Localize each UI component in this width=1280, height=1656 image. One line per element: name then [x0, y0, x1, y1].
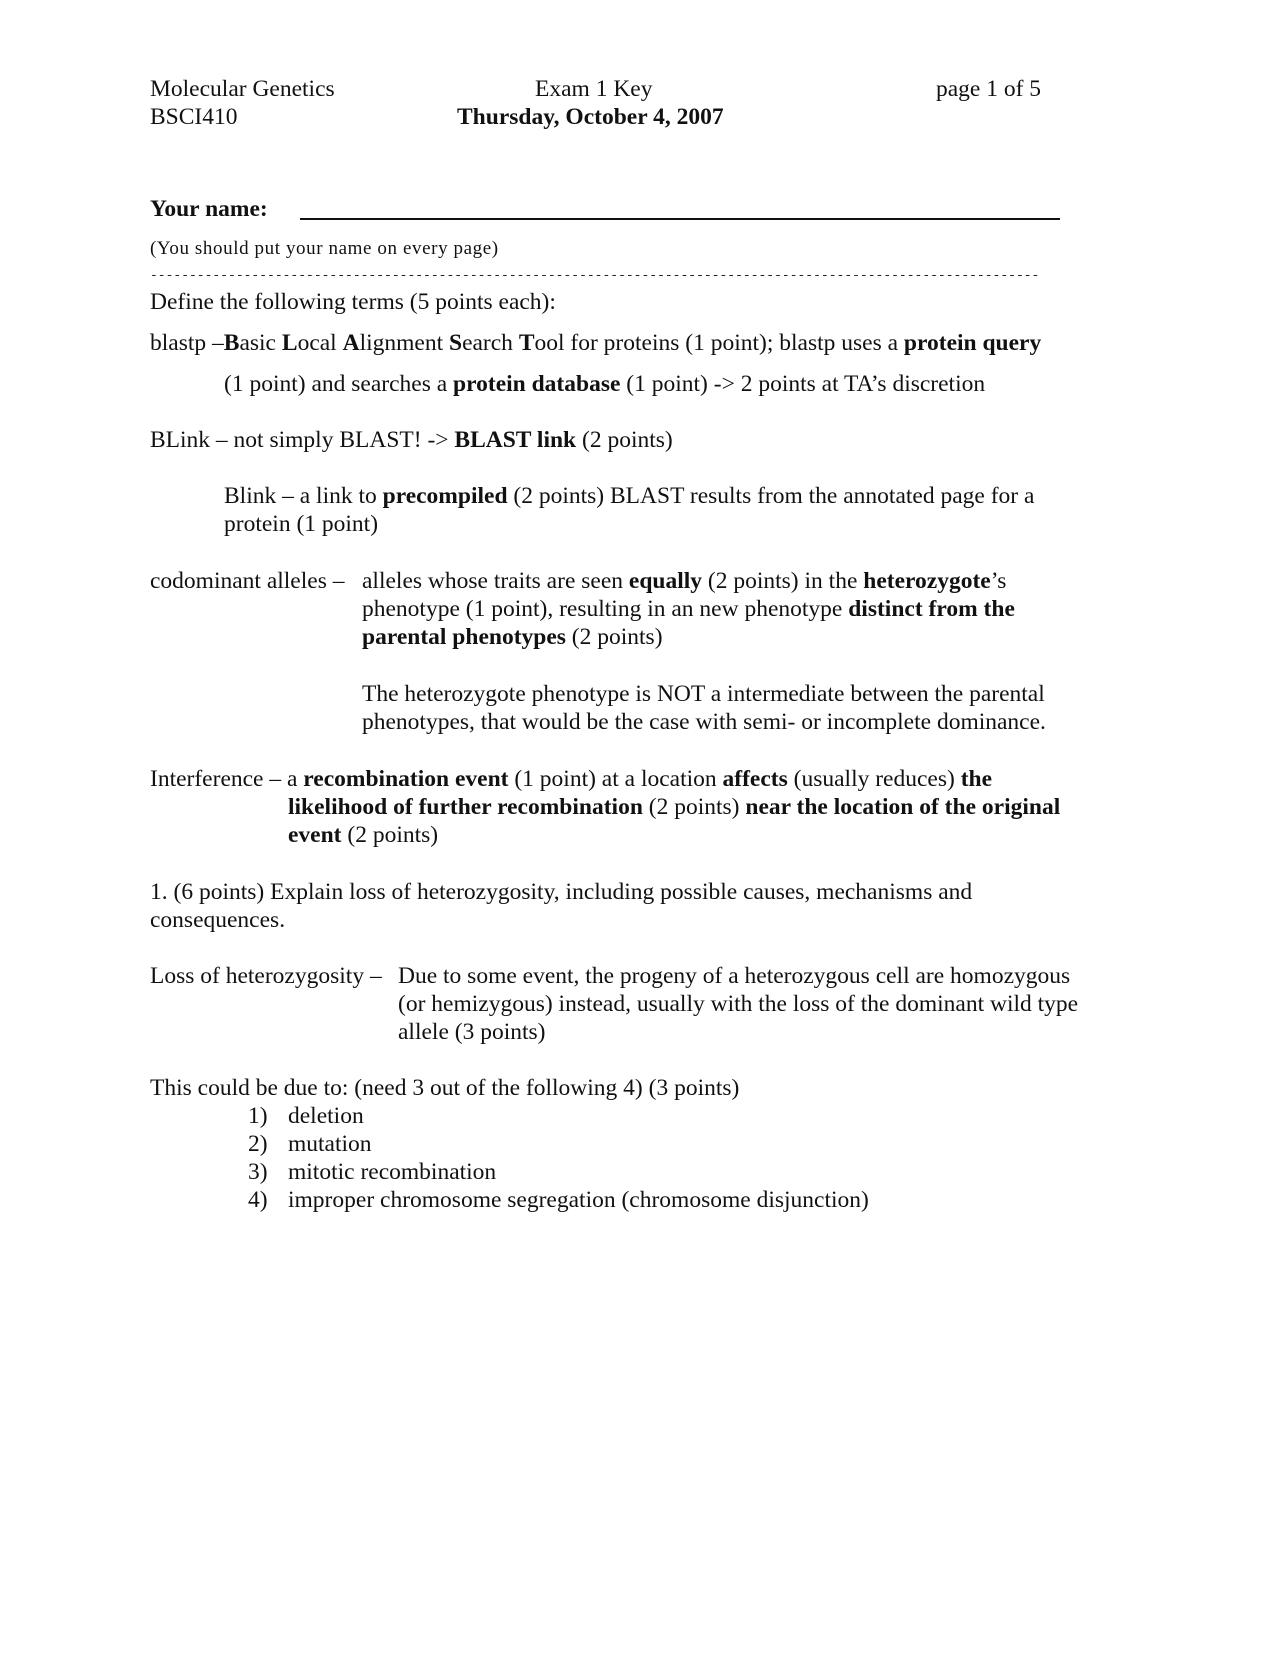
codominant-note-line2: phenotypes, that would be the case with semi- or incomplete dominance. [362, 709, 1046, 735]
name-blank-line [300, 218, 1060, 220]
causes-intro: This could be due to: (need 3 out of the following 4) (3 points) [150, 1075, 740, 1101]
list-item: 3) mitotic recombination [248, 1159, 497, 1185]
question-1-line1: 1. (6 points) Explain loss of heterozygosity, including possible causes, mechanisms and [150, 879, 973, 905]
loh-line3: allele (3 points) [398, 1019, 546, 1045]
loh-term: Loss of heterozygosity – [150, 963, 382, 989]
blink-definition: BLink – not simply BLAST! -> BLAST link (2 points) [150, 427, 673, 453]
question-1-line2: consequences. [150, 907, 286, 933]
codominant-note-line1: The heterozygote phenotype is NOT a intermediate between the parental [362, 681, 1045, 707]
course-name: Molecular Genetics [150, 76, 335, 102]
codominant-line3: parental phenotypes (2 points) [362, 624, 663, 650]
list-item: 1) deletion [248, 1103, 364, 1129]
page-number: page 1 of 5 [936, 76, 1042, 102]
interference-line1: Interference – a recombination event (1 point) at a location affects (usually reduces) the [150, 766, 993, 792]
blastp-definition-line1: blastp –Basic Local Alignment Search Tool for proteins (1 point); blastp uses a protein query [150, 330, 1042, 356]
codominant-line1: alleles whose traits are seen equally (2 points) in the heterozygote’s [362, 568, 1007, 594]
list-item: 4) improper chromosome segregation (chromosome disjunction) [248, 1187, 869, 1213]
interference-line3: event (2 points) [288, 822, 439, 848]
interference-line2: likelihood of further recombination (2 points) near the location of the original [288, 794, 1061, 820]
exam-date: Thursday, October 4, 2007 [457, 104, 724, 130]
name-note: (You should put your name on every page) [150, 238, 499, 259]
loh-line2: (or hemizygous) instead, usually with the loss of the dominant wild type [398, 991, 1079, 1017]
codominant-term: codominant alleles – [150, 568, 345, 594]
section-intro: Define the following terms (5 points each): [150, 289, 556, 315]
separator-line: ------------------------------------------------------------------------------------------------------------------ [150, 268, 1040, 283]
list-item: 2) mutation [248, 1131, 372, 1157]
exam-title: Exam 1 Key [535, 76, 653, 102]
blink-explanation-line1: Blink – a link to precompiled (2 points) BLAST results from the annotated page for a [224, 483, 1035, 509]
blastp-definition-line2: (1 point) and searches a protein database (1 point) -> 2 points at TA’s discretion [224, 371, 986, 397]
course-code: BSCI410 [150, 104, 238, 130]
blink-explanation-line2: protein (1 point) [224, 511, 379, 537]
name-label: Your name: [150, 196, 268, 222]
loh-line1: Due to some event, the progeny of a heterozygous cell are homozygous [398, 963, 1071, 989]
codominant-line2: phenotype (1 point), resulting in an new phenotype distinct from the [362, 596, 1015, 622]
